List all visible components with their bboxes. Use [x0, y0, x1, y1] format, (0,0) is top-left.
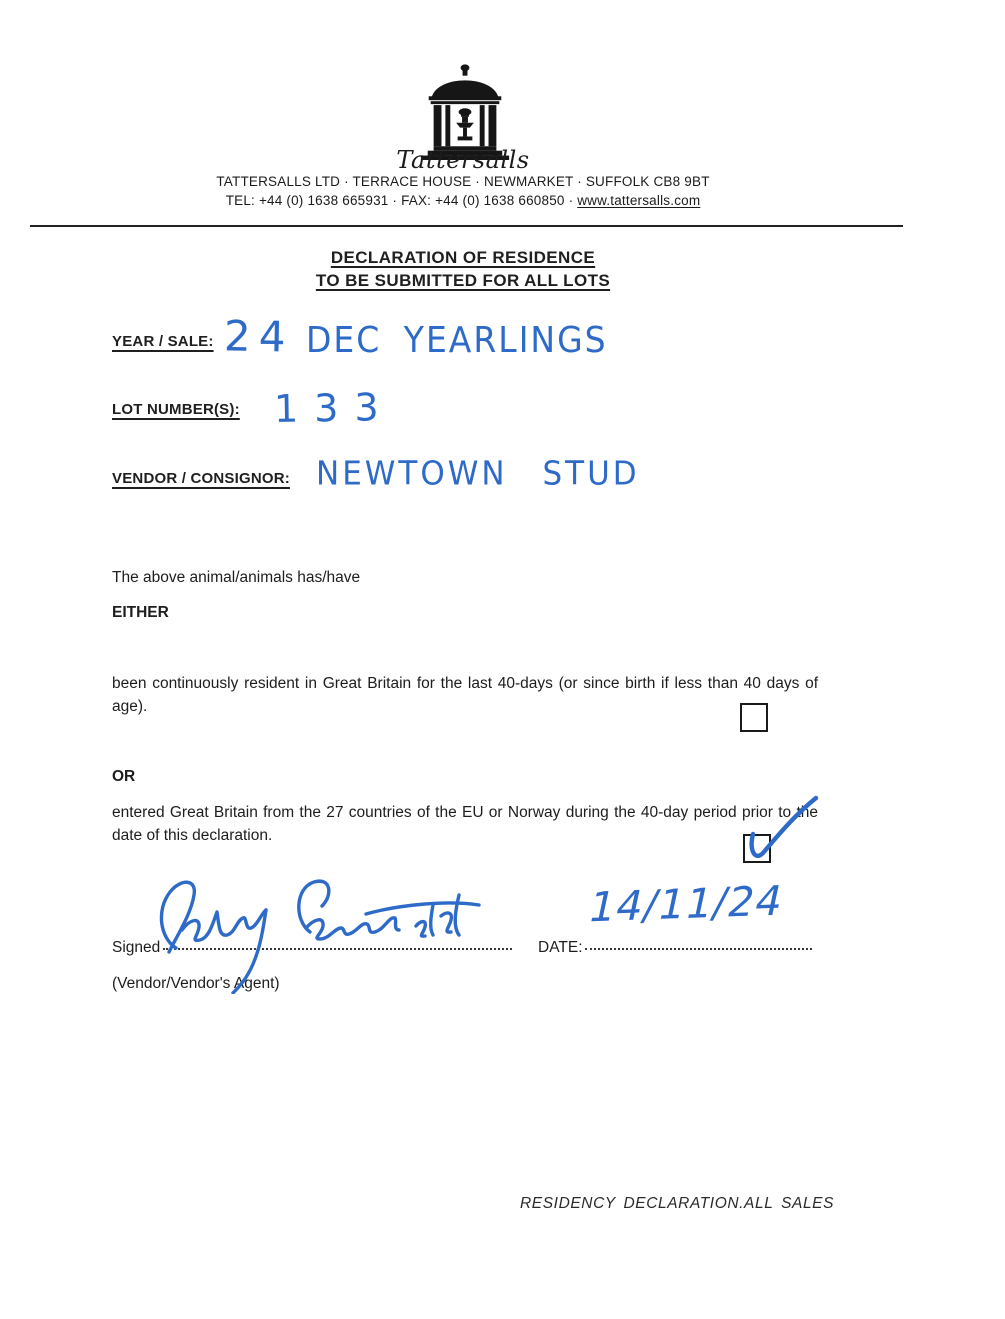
website-link[interactable]: www.tattersalls.com — [577, 193, 701, 208]
date-handwriting: 14/11/24 — [584, 876, 789, 932]
vendor-consignor-label: VENDOR / CONSIGNOR: — [112, 470, 290, 487]
document-title-line2: TO BE SUBMITTED FOR ALL LOTS — [315, 271, 611, 290]
document-title — [0, 246, 926, 292]
lot-number-handwriting: 133 — [273, 384, 395, 432]
date-dotted-line — [585, 948, 812, 950]
or-label: OR — [112, 768, 136, 785]
option2-text: entered Great Britain from the 27 countries of the EU or Norway during the 40-day period prior to the date of this declaration. — [112, 804, 818, 844]
year-handwriting: 24 — [223, 311, 294, 362]
contact-text: TEL: +44 (0) 1638 665931 · FAX: +44 (0) 1638 660850 · — [225, 193, 578, 208]
lot-number-label: LOT NUMBER(S): — [112, 401, 240, 418]
sale-handwriting: DEC YEARLINGS — [306, 318, 608, 361]
company-contact — [0, 193, 926, 208]
year-sale-label: YEAR / SALE: — [112, 333, 214, 350]
vendor-handwriting: NEWTOWN STUD — [316, 454, 640, 494]
agent-note: (Vendor/Vendor's Agent) — [112, 975, 280, 992]
tattersalls-logo-icon — [420, 60, 510, 160]
signed-label: Signed — [112, 939, 161, 956]
either-label: EITHER — [112, 604, 169, 621]
option1-checkbox[interactable] — [740, 703, 768, 732]
signature-handwriting — [148, 872, 483, 994]
tick-mark — [736, 790, 826, 872]
footer-doc-ref: RESIDENCY DECLARATION.ALL SALES — [520, 1195, 835, 1212]
company-address: TATTERSALLS LTD · TERRACE HOUSE · NEWMARKET · SUFFOLK CB8 9BT — [216, 174, 710, 189]
header-divider — [30, 225, 903, 227]
date-label: DATE: — [538, 939, 583, 956]
option1-text: been continuously resident in Great Britain for the last 40-days (or since birth if less than 40 days of age). — [112, 675, 818, 715]
brand-wordmark: Tattersalls — [396, 146, 530, 174]
document-title-line1: DECLARATION OF RESIDENCE — [330, 248, 596, 267]
intro-text: The above animal/animals has/have — [112, 569, 361, 586]
